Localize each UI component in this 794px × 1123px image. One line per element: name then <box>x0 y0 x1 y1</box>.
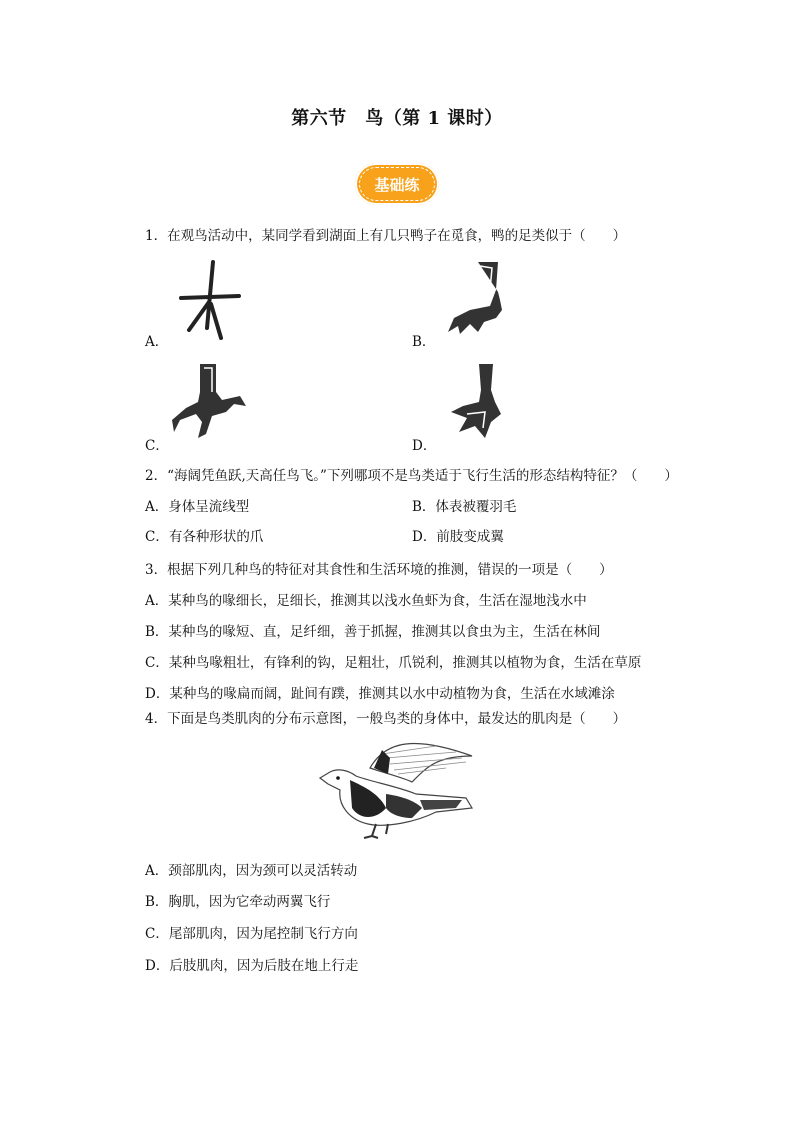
question-4-stem: 4．下面是鸟类肌肉的分布示意图，一般鸟类的身体中，最发达的肌肉是（ ） <box>145 711 627 727</box>
q3-option-c: C．某种鸟喙粗壮，有锋利的钩，足粗壮，爪锐利，推测其以植物为食，生活在草原 <box>145 655 642 671</box>
q1-label-b: B． <box>412 334 436 350</box>
q2-option-c: C．有各种形状的爪 <box>145 529 264 545</box>
question-1-stem: 1．在观鸟活动中，某同学看到湖面上有几只鸭子在觅食，鸭的足类似于（ ） <box>145 228 627 244</box>
q1-label-a: A． <box>145 334 169 350</box>
q3-option-d: D．某种鸟的喙扁而阔，趾间有蹼，推测其以水中动植物为食，生活在水域滩涂 <box>145 686 615 702</box>
q4-option-c: C．尾部肌肉，因为尾控制飞行方向 <box>145 926 358 942</box>
q4-option-d: D．后肢肌肉，因为后肢在地上行走 <box>145 958 359 974</box>
foot-image-b <box>440 260 510 340</box>
bird-muscle-diagram <box>316 738 476 840</box>
question-3-stem: 3．根据下列几种鸟的特征对其食性和生活环境的推测，错误的一项是（ ） <box>145 562 613 578</box>
badge-label: 基础练 <box>374 175 420 194</box>
q3-option-a: A．某种鸟的喙细长，足细长，推测其以浅水鱼虾为食，生活在湿地浅水中 <box>145 593 587 609</box>
q2-option-d: D．前肢变成翼 <box>412 529 504 545</box>
page-title: 第六节 鸟（第 1 课时） <box>291 108 503 129</box>
question-2-stem: 2．“海阔凭鱼跃,天高任鸟飞。”下列哪项不是鸟类适于飞行生活的形态结构特征？（ ） <box>145 468 678 484</box>
section-badge <box>355 163 441 207</box>
q4-option-b: B．胸肌，因为它牵动两翼飞行 <box>145 894 331 910</box>
foot-image-d <box>445 362 505 444</box>
q2-option-b: B．体表被覆羽毛 <box>412 499 517 515</box>
q2-option-a: A．身体呈流线型 <box>145 499 250 515</box>
q1-label-c: C． <box>145 438 169 454</box>
q1-label-d: D． <box>412 438 437 454</box>
foot-image-c <box>170 362 250 442</box>
q4-option-a: A．颈部肌肉，因为颈可以灵活转动 <box>145 863 358 879</box>
foot-image-a <box>175 258 245 340</box>
q3-option-b: B．某种鸟的喙短、直，足纤细，善于抓握，推测其以食虫为主，生活在林间 <box>145 624 601 640</box>
